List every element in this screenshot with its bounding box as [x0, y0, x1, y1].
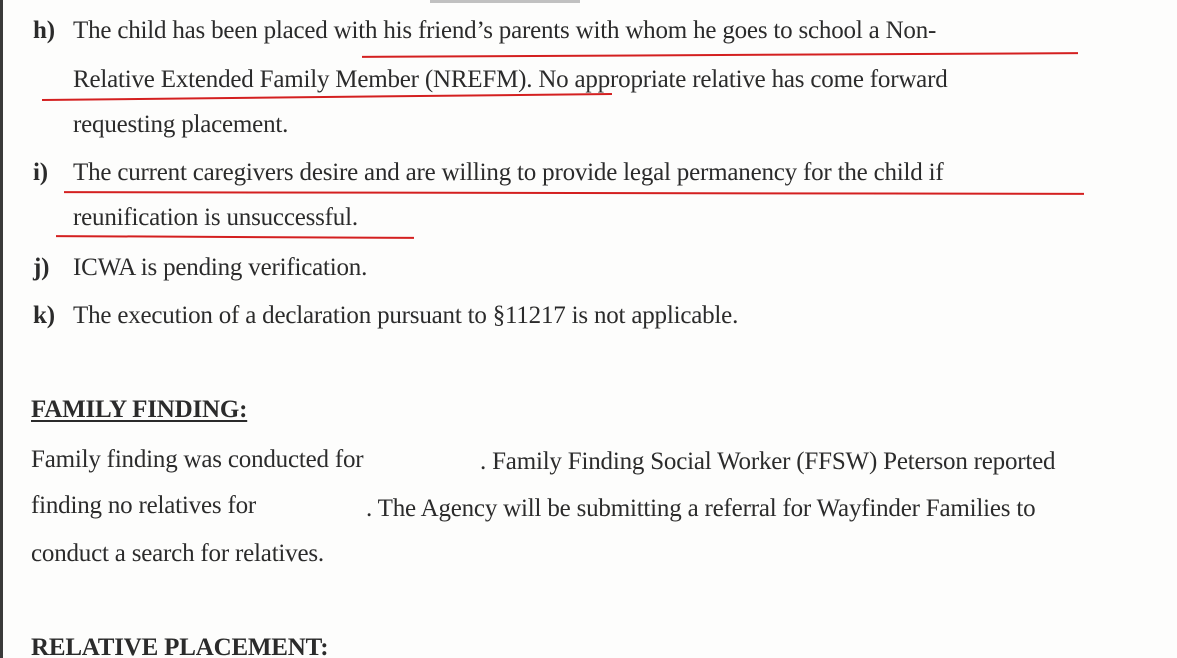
family-finding-line-3: conduct a search for relatives. — [31, 540, 324, 567]
item-i-line-2: reunification is unsuccessful. — [73, 204, 358, 231]
item-h-line-1: The child has been placed with his friend’s parents with whom he goes to school a Non- — [73, 17, 937, 44]
item-h-line-3: requesting placement. — [73, 111, 289, 138]
section-heading-family-finding: FAMILY FINDING: — [31, 396, 248, 423]
item-k-line-1: The execution of a declaration pursuant to §11217 is not applicable. — [73, 302, 739, 329]
red-underline-annotation — [56, 235, 414, 239]
family-finding-line-2a: finding no relatives for — [31, 492, 256, 519]
item-j-line-1: ICWA is pending verification. — [73, 254, 368, 281]
item-h-line-2: Relative Extended Family Member (NREFM). No appropriate relative has come forward — [73, 66, 948, 93]
section-heading-relative-placement: RELATIVE PLACEMENT: — [31, 634, 329, 658]
red-underline-annotation — [42, 93, 612, 101]
page-edge-shadow — [0, 0, 3, 658]
list-marker-j: j) — [33, 254, 50, 281]
list-marker-h: h) — [33, 17, 55, 44]
family-finding-line-1b: . Family Finding Social Worker (FFSW) Peterson reported — [480, 448, 1056, 475]
red-underline-annotation — [64, 191, 1084, 195]
list-marker-k: k) — [33, 302, 55, 329]
family-finding-line-1a: Family finding was conducted for — [31, 446, 364, 473]
item-i-line-1: The current caregivers desire and are willing to provide legal permanency for the child if — [73, 159, 944, 186]
scan-artifact — [430, 0, 580, 3]
family-finding-line-2b: . The Agency will be submitting a referral for Wayfinder Families to — [366, 495, 1036, 522]
list-marker-i: i) — [33, 159, 48, 186]
red-underline-annotation — [362, 52, 1078, 58]
